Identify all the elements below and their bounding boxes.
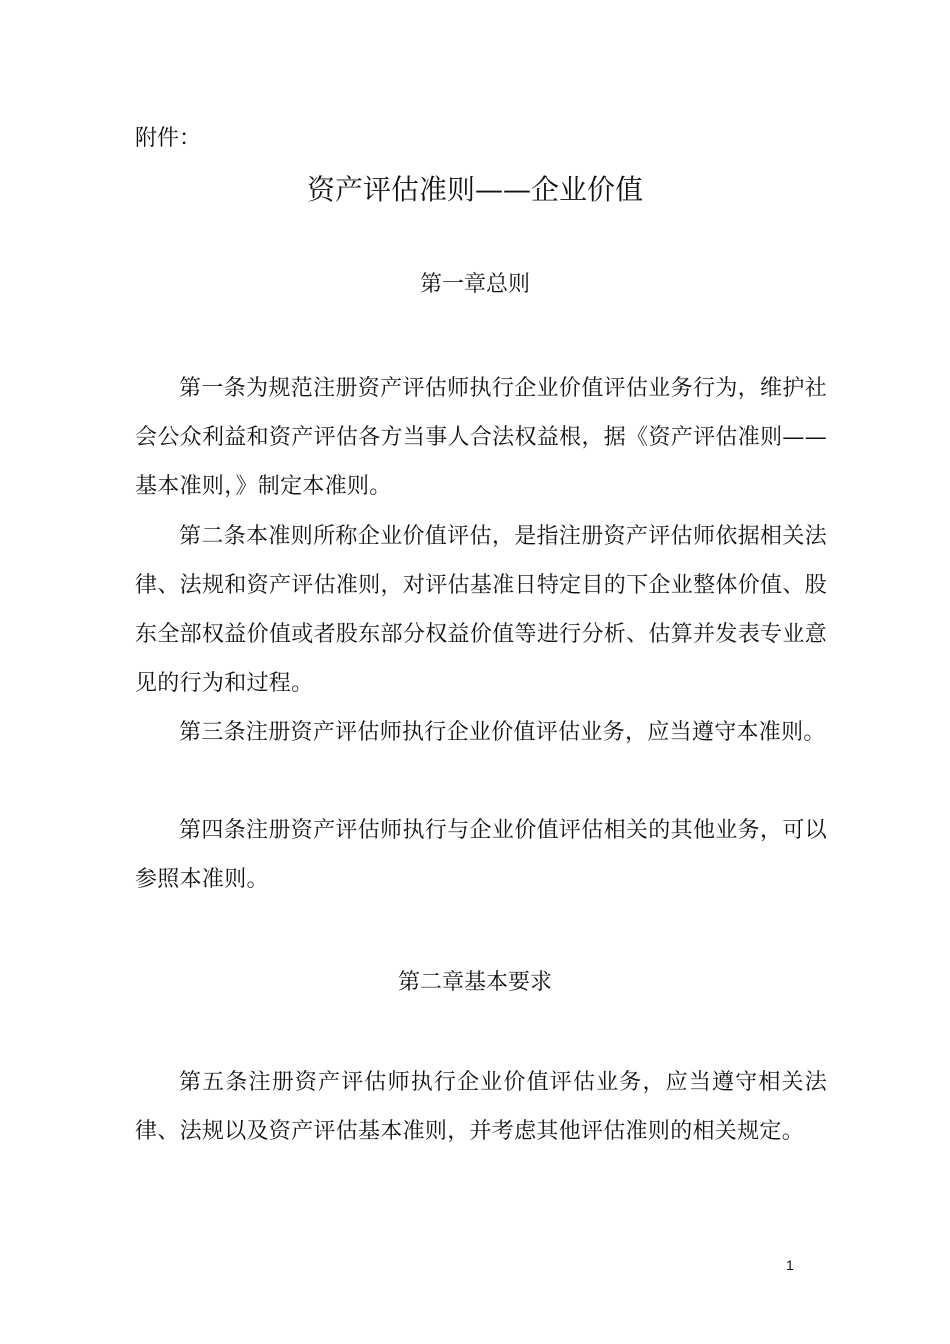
article-4: 第四条注册资产评估师执行与企业价值评估相关的其他业务，可以参照本准则。	[135, 818, 827, 892]
article-5: 第五条注册资产评估师执行企业价值评估业务，应当遵守相关法律、法规以及资产评估基本准则，并考虑其他评估准则的相关规定。	[135, 1070, 827, 1144]
document-title: 资产评估准则——企业价值	[306, 173, 643, 206]
article-1: 第一条为规范注册资产评估师执行企业价值评估业务行为，维护社会公众利益和资产评估各方当事人合法权益根，据《资产评估准则——基本准则，》制定本准则。	[135, 376, 827, 499]
article-3: 第三条注册资产评估师执行企业价值评估业务，应当遵守本准则。	[179, 720, 826, 745]
chapter-heading-2: 第二章基本要求	[397, 970, 552, 995]
attachment-label: 附件：	[135, 126, 202, 151]
page-number: 1	[786, 1257, 794, 1273]
chapter-heading-1: 第一章总则	[419, 272, 530, 297]
article-2: 第二条本准则所称企业价值评估，是指注册资产评估师依据相关法律、法规和资产评估准则，对评估基准日特定目的下企业整体价值、股东全部权益价值或者股东部分权益价值等进行分析、估算并发表专业意见的行为和过程。	[135, 524, 827, 696]
